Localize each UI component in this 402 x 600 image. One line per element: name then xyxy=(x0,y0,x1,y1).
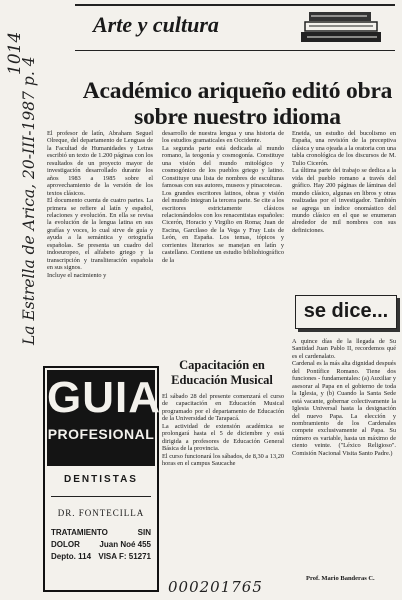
se-dice-title: se dice... xyxy=(303,300,389,322)
se-dice-author: Prof. Mario Banderas C. xyxy=(306,575,375,582)
se-dice-heading-box xyxy=(295,295,397,329)
article-column-2: desarrollo de nuestra lengua y una historia de los estudios gramaticales en Occidente. La segunda parte está dedicada al mundo romano, la teogonía y cosmogonía. Constituye una visión del mundo mitológico y cosmogónico de los pueblos griego y latino. Constituye una lista de nombres de esculturas famosas con sus autores, museos y pinacotecas. Los grandes escritores latinos, obras y visión del mundo integran la tercera parte. Se cite a los escritores estrictamente clásicos relacionándolos con los renacentistas españoles: Cicerón, Horacio y Virgilio en Roma; Juan de Escina, Garcilaso de la Vega y Fray Luis de León, en España. Los temas, tópicos y corrientes literarios se manejan en latín y castellano. Contiene un estudio bibliohiográfico de la xyxy=(162,130,284,264)
ad-doctor-name: DR. FONTECILLA xyxy=(57,508,145,518)
section-title: Arte y cultura xyxy=(93,12,219,37)
professional-guide-ad xyxy=(43,366,159,592)
ad-line-1 xyxy=(51,528,151,538)
music-course-body: El sábado 28 del presente comenzará el curso de capacitación en Educación Musical programado por el departamento de Educación de la Universidad de Tarapacá. La actividad de extensión académica se prolongará hasta el 5 de diciembre y está dirigida a profesores de Educación General Básica de la provincia. El curso funcionará los sábados, de 8,30 a 13,20 horas en el campus Saucache xyxy=(162,393,284,468)
ad-title: GUIA xyxy=(47,373,161,422)
article-column-3: Eneida, un estudio del bucolismo en España, una revisión de la preceptiva clásica y una ojeada a la oratoria con una tabla cronológica de los discursos de M. Tulio Cicerón. La última parte del trabajo se dedica a la vida del pueblo romano a través del gráfico. Hay 200 páginas de láminas del mundo clásico, algunas en libros y otras realizadas por el investigador. También se agrega un índice onomástico del mundo clásico en el que se enumeran alrededor de mil nombres con sus definiciones. xyxy=(292,130,396,234)
ad-line-3 xyxy=(51,552,151,562)
ad-subtitle: PROFESIONAL xyxy=(47,426,155,442)
handwritten-source-note: La Estrella de Arica, 20-III-1987 p. 4 xyxy=(20,56,38,345)
ad-treatment-label: TRATAMIENTO xyxy=(51,528,108,537)
ad-divider xyxy=(51,496,151,497)
music-course-heading: Capacitación en Educación Musical xyxy=(171,358,273,387)
handwritten-folio: 1014 xyxy=(5,31,25,75)
ad-line-2 xyxy=(51,540,151,550)
page-headline: Académico ariqueño editó obra sobre nuestro idioma xyxy=(82,78,393,130)
article-column-1: El profesor de latín, Abraham Seguel Olreque, del departamento de Lenguas de la Facultad de Humanidades y Letras escribió un texto de 1.200 páginas con los resultados de un proyecto mayor de investigación desarrollado durante los años 1983 a 1985 sobre el aprovechamiento de la versión de los textos clásicos. El documento cuenta de cuatro partes. La primera se refiere al latín y español, relaciones y evolución. En ella se revisa la evolución de la lengua latina en sus grafías y voces, lo cual sirve de guía y ayuda a la semántica y ortografía españolas. Se presenta un cuadro del indoeuropeo, el alfabeto griego y la transcripción y transliteración española en sus signos. Incluye el nacimiento y xyxy=(47,130,153,279)
handwritten-archive-code: 000201765 xyxy=(168,578,263,596)
section-banner xyxy=(75,4,395,51)
ad-header-block xyxy=(47,370,161,466)
ad-department: Depto. 114 xyxy=(51,552,92,561)
ad-pain-label: DOLOR xyxy=(51,540,80,549)
ad-category: DENTISTAS xyxy=(64,474,138,485)
ad-address: Juan Noé 455 xyxy=(99,540,151,549)
ad-treatment-sin: SIN xyxy=(137,528,151,537)
se-dice-body: A quince días de la llegada de Su Santidad Juan Pablo II, recordemos qué es el cardenalato. Cardenal es la más alta dignidad después del Pontífice Romano. Tiene dos funciones - fundamentales: (a) Auxiliar y asesorar al Papa en el gobierno de toda la Iglesia, y (b) Cuando la Santa Sede está vacante, gobernar colectivamente la Iglesia Universal hasta la designación del nuevo Papa. La elección y nombramiento de los Cardenales compete exclusivamente al Papa. Su número es variable, hasta un máximo de ciento veinte. ("Léxico Religioso". Comisión Nacional Visita Santo Padre.) xyxy=(292,338,396,457)
ad-phone: VISA F: 51271 xyxy=(98,552,151,561)
books-illustration-icon xyxy=(297,8,389,48)
